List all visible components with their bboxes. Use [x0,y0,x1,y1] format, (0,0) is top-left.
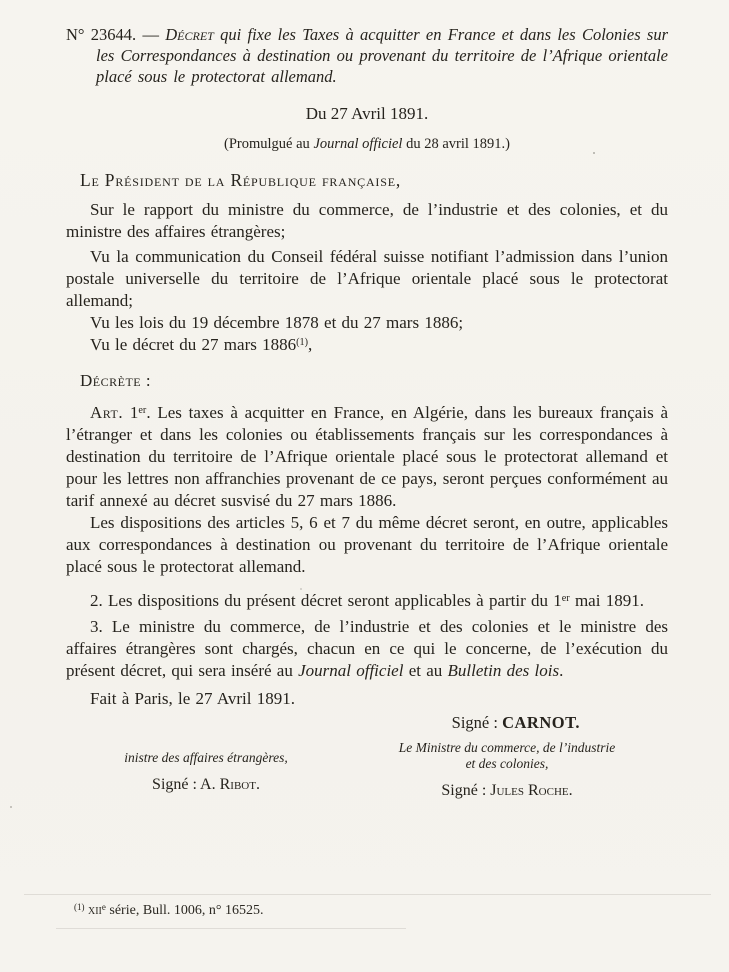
promulgation-journal-title: Journal officiel [313,136,403,152]
journal-officiel-reference: Journal officiel [298,661,404,680]
decree-title [96,25,668,86]
bulletin-des-lois-reference: Bulletin des lois [447,661,560,680]
article-1-number-sup: er [138,405,147,417]
scan-speck [593,152,595,154]
footnote-series-sup: e [101,901,106,912]
promulgation-prefix: (Promulgué au [224,136,314,152]
article-2-sup: er [561,593,570,605]
article-1-number: 1 [123,403,139,422]
article-1-text: . Les taxes à acquitter en France, en Algérie, dans les bureaux français à l’étranger et dans les colonies ou établissements français sur les correspondances à destination du territoire de l’Afrique orientale placé sous le protectorat allemand et pour les lettres non affranchies provenant de ce pays, seront perçues conformément au tarif annexé au décret susvisé du 27 mars 1886. [66,403,668,510]
signature-commerce-title-line1: Le Ministre du commerce, de l’industrie [398,740,616,755]
footnote-text: série, Bull. 1006, n° 16525. [105,903,264,918]
scan-artifact-rule-top [24,894,711,895]
article-3-conjunction: et au [403,661,448,680]
vu-decret-suffix: , [307,335,313,354]
vu-decret-text: Vu le décret du 27 mars 1886 [90,335,297,354]
article-3-period: . [559,661,564,680]
paragraph-rapport: Sur le rapport du ministre du commerce, de l’industrie et des colonies, et du ministre des affaires étrangères; [66,200,668,241]
signature-ribot-name: Ribot. [219,776,260,793]
signature-commerce-title-line2: et des colonies, [465,756,549,771]
footnote [74,900,264,922]
paragraph-article-3 [66,616,668,682]
signature-columns [66,740,668,802]
signature-roche-prefix: Signé : [441,782,491,799]
article-3-text: 3. Le ministre du commerce, de l’industrie et des colonies et le ministre des affaires étrangères sont chargés, chacun en ce qui le concerne, de l’exécution du présent décret, qui sera inséré au [66,617,668,680]
decree-title-rest: qui fixe les Taxes à acquitter en France et dans les Colonies sur les Correspondances à destination ou provenant du territoire de l’Afrique orientale placé sous le protectorat allemand. [96,25,669,86]
decree-date: Du 27 Avril 1891. [305,104,429,123]
paragraph-article-1-continuation: Les dispositions des articles 5, 6 et 7 du même décret seront, en outre, applicables aux correspondances à destination ou provenant du territoire de l’Afrique orientale placé sous le protectorat allemand. [66,513,668,576]
signature-president-label: Signé : [451,713,503,732]
signature-foreign-affairs-title: inistre des affaires étrangères, [124,750,288,765]
signature-president-name: CARNOT. [502,713,580,732]
signature-foreign-affairs [66,740,346,802]
signature-roche-name: Jules Roche. [490,782,573,799]
decree-title-keyword: Décret [165,25,214,44]
scan-speck [628,57,631,59]
decrete-line: Décrète : [80,371,152,390]
article-1-label: Art. [90,403,124,422]
article-2-suffix: mai 1891. [569,591,644,610]
article-2-text: 2. Les dispositions du présent décret seront applicables à partir du 1 [90,591,562,610]
decree-heading [66,24,668,87]
paragraph-vu-lois: Vu les lois du 19 décembre 1878 et du 27 mars 1886; [90,313,464,332]
scan-speck [10,806,12,808]
paragraph-article-1 [66,402,668,512]
decree-number: N° 23644. — [66,25,166,44]
president-line: Le Président de la République française, [80,170,402,190]
promulgation-line [66,133,668,155]
signature-foreign-affairs-signed [66,774,346,796]
signature-ribot-prefix: Signé : A. [152,776,220,793]
scan-speck [300,588,302,590]
fait-a-paris-line: Fait à Paris, le 27 Avril 1891. [90,689,295,708]
promulgation-suffix: du 28 avril 1891.) [402,136,510,152]
paragraph-article-2 [66,590,668,612]
scan-artifact-rule-bottom [56,928,406,929]
footnote-series: xii [88,903,102,918]
signature-president [66,712,668,734]
signature-commerce [346,740,668,802]
footnote-marker: (1) [74,901,85,912]
footnote-reference-marker: (1) [296,337,308,349]
paragraph-vu-communication: Vu la communication du Conseil fédéral suisse notifiant l’admission dans l’union postale universelle du territoire de l’Afrique orientale placé sous le protectorat allemand; [66,247,668,310]
paragraph-vu-decret [66,334,668,356]
signature-roche-signed [346,780,668,802]
